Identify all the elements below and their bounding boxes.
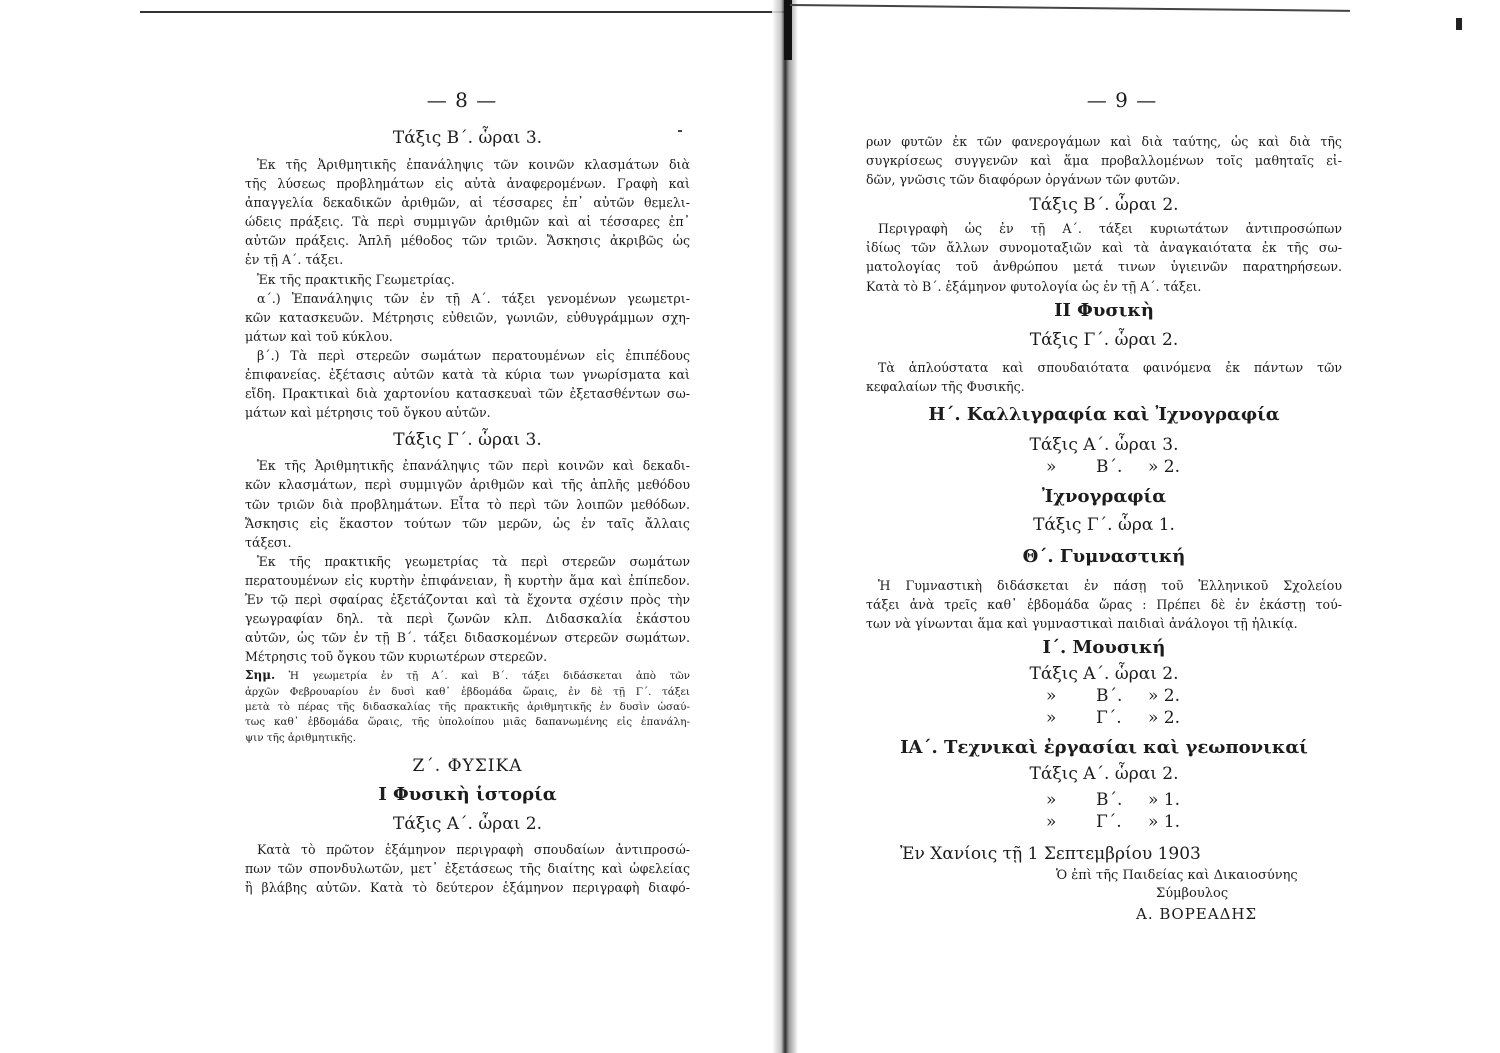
text-line: αὐτῶν, ὡς τῶν ἐν τῇ Β΄. τάξει διδασκομένων στερεῶν σωμάτων. — [245, 630, 690, 646]
ditto-mark: » — [1046, 456, 1057, 477]
text-line: τάξεσι. — [245, 534, 292, 550]
para-b-arithmetic — [245, 155, 690, 270]
text-line: Ἡ Γυμναστικὴ διδάσκεται ἐν πάσῃ τοῦ Ἑλληνικοῦ Σχολείου — [878, 577, 1342, 593]
text-line: εἴδη. Πρακτικαὶ διὰ χαρτονίου κατασκευαὶ τῶν ἐξετασθέντων σω- — [245, 386, 690, 402]
para-continuation — [866, 132, 1342, 189]
subsection-fysiki: ΙΙ Φυσικὴ — [1054, 299, 1154, 321]
subsection-fysiki-istoria: Ι Φυσικὴ ἱστορία — [378, 783, 557, 805]
text-line: τάξει ἀνὰ τρεῖς καθ᾿ ἑβδομάδα ὥρας : Πρέπει δὲ ἐν ἑκάστῃ τού- — [866, 596, 1342, 612]
signatory-title: Ὁ ἐπὶ τῆς Παιδείας καὶ Δικαιοσύνης — [1056, 868, 1298, 884]
section-ia-technikai: ΙΑ΄. Τεχνικαὶ ἐργασίαι καὶ γεωπονικαί — [900, 737, 1308, 759]
tech-row — [866, 789, 1342, 811]
text-line: α΄.) Ἐπανάληψις τῶν ἐν τῇ Α΄. τάξει γενομένων γεωμετρι- — [257, 290, 690, 306]
text-line: συγκρίσεως συγγενῶν καὶ ἅμα προβαλλομένων τοῖς μαθηταῖς εἰ- — [866, 153, 1342, 169]
section-i-mousiki: Ι΄. Μουσική — [1042, 637, 1166, 659]
class-label: Γ΄. — [1096, 708, 1122, 729]
signatory-name: Α. ΒΟΡΕΑΔΗΣ — [1136, 905, 1258, 924]
text-line: Ἐκ τῆς Ἀριθμητικῆς ἐπανάληψις τῶν περὶ κοινῶν καὶ δεκαδι- — [257, 458, 690, 474]
page-number-left: — 8 — — [426, 88, 498, 112]
class-label: Β΄. — [1096, 790, 1123, 811]
para-g-arithmetic — [245, 456, 690, 551]
kalligrafia-taxis-a: Τάξις Α΄. ὧραι 3. — [1029, 434, 1179, 455]
music-row — [866, 685, 1342, 707]
text-line: Ἐν τῷ περὶ σφαίρας ἐξετάζονται καὶ τὰ ἔχοντα σχέσιν πρὸς τὴν — [245, 591, 690, 607]
section-h-kalligrafia: Η΄. Καλλιγραφία καὶ Ἰχνογραφία — [928, 403, 1280, 425]
date-line: Ἐν Χανίοις τῇ 1 Σεπτεμβρίου 1903 — [900, 844, 1201, 865]
footnote-line: τως καθ᾿ ἑβδομάδα ὥραις, τῆς ὑπολοίπου μιᾶς δαπανωμένης εἰς ἐπανάλη- — [245, 716, 690, 729]
text-line: κῶν κλασμάτων, περὶ συμμιγῶν ἀριθμῶν καὶ τῆς ἁπλῆς μεθόδου — [245, 477, 690, 493]
text-line: Κατὰ τὸ Β΄. ἑξάμηνον φυτολογία ὡς ἐν τῇ Α΄. τάξει. — [866, 278, 1202, 294]
music-taxis-a: Τάξις Α΄. ὧραι 2. — [1029, 664, 1179, 685]
text-line: ώδεις πράξεις. Τὰ περὶ συμμιγῶν ἀριθμῶν καὶ αἱ τέσσαρες ἐπ᾿ — [245, 214, 690, 230]
text-line: Περιγραφὴ ὡς ἐν τῇ Α΄. τάξει κυριωτάτων ἀντιπροσώπων — [878, 221, 1342, 237]
text-line: Τὰ ἁπλούστατα καὶ σπουδαιότατα φαινόμενα ἐκ πάντων τῶν — [878, 359, 1342, 375]
hours-value: » 1. — [1148, 812, 1181, 833]
text-line: τῶν τριῶν διὰ προβλημάτων. Εἶτα τὸ περὶ τῶν λοιπῶν μεθόδων. — [245, 496, 690, 512]
kalligrafia-taxis-b — [866, 456, 1342, 478]
heading-taxis-a: Τάξις Α΄. ὧραι 2. — [393, 813, 542, 834]
text-line: ματολογίας τοῦ ἀνθρώπου μετά τινων ὑγιεινῶν παρατηρήσεων. — [866, 259, 1342, 275]
ichnografia-taxis-g: Τάξις Γ΄. ὧρα 1. — [1033, 514, 1175, 535]
hours-value: » 2. — [1148, 708, 1181, 729]
footnote-line: ψιν τῆς ἀριθμητικῆς. — [245, 731, 357, 744]
subsection-ichnografia: Ἰχνογραφία — [1041, 485, 1167, 507]
para-b-right — [866, 219, 1342, 295]
para-g-geometry — [245, 552, 690, 667]
ditto-mark: » — [1046, 708, 1057, 729]
text-line: γεωγραφίαν δηλ. τὰ περὶ ζωνῶν κλπ. Διδασκαλία ἑκάστου — [245, 611, 690, 627]
right-page — [790, 0, 1500, 1053]
footnote-line: μετὰ τὸ πέρας τῆς διδασκαλίας τῆς πρακτικῆς ἀριθμητικῆς ἐν δυσὶν ὡσαύ- — [245, 700, 690, 713]
text-line: ρων φυτῶν ἐκ τῶν φανερογάμων καὶ διὰ ταύτης, ὡς καὶ διὰ τῆς — [866, 134, 1342, 149]
para-a-natural-history — [245, 840, 690, 897]
heading-taxis-g-right: Τάξις Γ΄. ὧραι 2. — [1029, 329, 1179, 350]
heading-taxis-b: Τάξις Β΄. ὧραι 3. — [392, 128, 543, 148]
ditto-mark: » — [1046, 812, 1057, 833]
text-line: Ἄσκησις εἰς ἕκαστον τούτων τῶν μερῶν, ὡς ἐν ταῖς ἄλλαις — [245, 515, 690, 531]
footnote-label: Σημ. — [245, 668, 276, 683]
right-text-column — [866, 132, 1342, 925]
text-line: ἀπαγγελία δεκαδικῶν ἀριθμῶν, αἱ τέσσαρες ἐπ᾿ αὐτῶν θεμελι- — [245, 195, 690, 211]
text-line: ἐπιφανείας. ἐξέτασις αὐτῶν κατὰ τὰ κύρια των γνωρίσματα καὶ — [245, 367, 690, 383]
footnote-line: Ἡ γεωμετρία ἐν τῇ Α΄. καὶ Β΄. τάξει διδάσκεται ἀπὸ τῶν — [288, 670, 690, 683]
text-line: Ἐκ τῆς Ἀριθμητικῆς ἐπανάληψις τῶν κοινῶν κλασμάτων διὰ — [257, 157, 690, 172]
text-line: πων τῶν σπονδυλωτῶν, μετ᾿ ἐξετάσεως τῆς διαίτης καὶ ὠφελείας — [245, 860, 690, 876]
footnote — [245, 668, 690, 745]
ditto-mark: » — [1046, 790, 1057, 811]
music-row — [866, 707, 1342, 729]
section-th-gymnastiki: Θ΄. Γυμναστική — [1022, 545, 1186, 567]
footnote-line: ἀρχῶν Φεβρουαρίου ἐν δυσὶ καθ᾿ ἑβδομάδα ὥραις, ἐν δὲ τῇ Γ΄. τάξει — [245, 685, 690, 698]
hours-value: » 2. — [1148, 686, 1181, 707]
heading-taxis-g: Τάξις Γ΄. ὧραι 3. — [393, 430, 542, 451]
text-line: δῶν, γνῶσις τῶν διαφόρων ὀργάνων τῶν φυτῶν. — [866, 172, 1181, 188]
text-line: μάτων καὶ μέτρησις τοῦ ὄγκου αὐτῶν. — [245, 405, 491, 421]
signatory-role: Σύμβουλος — [1156, 886, 1229, 902]
text-line: ἢ βλάβης αὐτῶν. Κατὰ τὸ δεύτερον ἑξάμηνον περιγραφὴ διαφό- — [245, 880, 690, 896]
scan-top-rule-right — [790, 4, 1350, 12]
text-line: περατουμένων εἰς κυρτὴν ἐπιφάνειαν, ἢ κυρτὴν ἅμα καὶ ἐπίπεδον. — [245, 572, 690, 588]
text-line: β΄.) Τὰ περὶ στερεῶν σωμάτων περατουμένων εἰς ἐπιπέδους — [257, 347, 690, 363]
para-b-geometry-intro: Ἐκ τῆς πρακτικῆς Γεωμετρίας. — [257, 271, 455, 287]
para-gymnastics — [866, 576, 1342, 633]
hours-value: » 1. — [1148, 790, 1181, 811]
tech-taxis-a: Τάξις Α΄. ὧραι 2. — [1029, 764, 1179, 785]
class-label: Β΄. — [1096, 686, 1123, 707]
class-label: Β΄. — [1096, 456, 1123, 477]
class-label: Γ΄. — [1096, 812, 1122, 833]
para-b-geometry-b — [245, 346, 690, 422]
text-line: κεφαλαίων τῆς Φυσικῆς. — [866, 378, 1025, 394]
ditto-mark: » — [1046, 686, 1057, 707]
text-line: αὐτῶν πράξεις. Ἁπλῆ μέθοδος τῶν τριῶν. Ἄσκησις ἀκριβῶς ὡς — [245, 233, 690, 249]
para-g-right — [866, 358, 1342, 396]
text-line: μάτων καὶ τοῦ κύκλου. — [245, 328, 393, 344]
text-line: των νὰ γίνωνται ἅμα καὶ γυμναστικαὶ παιδιαὶ ἀνάλογοι τῇ ἡλικίᾳ. — [866, 616, 1298, 632]
text-line: Μέτρησις τοῦ ὄγκου τῶν κυριωτέρων στερεῶν. — [245, 649, 548, 665]
text-line: Ἐκ τῆς πρακτικῆς γεωμετρίας τὰ περὶ στερεῶν σωμάτων — [257, 553, 690, 569]
text-line: κῶν κατασκευῶν. Μέτρησις εὐθειῶν, γωνιῶν, εὐθυγράμμων σχη- — [245, 309, 690, 325]
tech-row — [866, 811, 1342, 833]
section-z-fysika: Ζ΄. ΦΥΣΙΚΑ — [412, 755, 523, 776]
para-b-geometry-a — [245, 289, 690, 346]
text-line: τῆς λύσεως προβλημάτων εἰς αὐτὰ ἀναφερομένων. Γραφὴ καὶ — [245, 176, 690, 192]
text-line: ἐν τῇ Α΄. τάξει. — [245, 252, 344, 268]
text-line: Κατὰ τὸ πρῶτον ἑξάμηνον περιγραφὴ σπουδαίων ἀντιπροσώ- — [257, 841, 690, 857]
left-text-column — [245, 124, 690, 897]
page-number-right: — 9 — — [1086, 88, 1158, 112]
heading-taxis-b-right: Τάξις Β΄. ὧραι 2. — [1029, 195, 1179, 216]
text-line: ἰδίως τῶν ἄλλων συνομοταξιῶν καὶ τὰ ἀναγκαιότατα ἐκ τῆς σω- — [866, 240, 1342, 256]
hours-value: » 2. — [1148, 456, 1181, 477]
